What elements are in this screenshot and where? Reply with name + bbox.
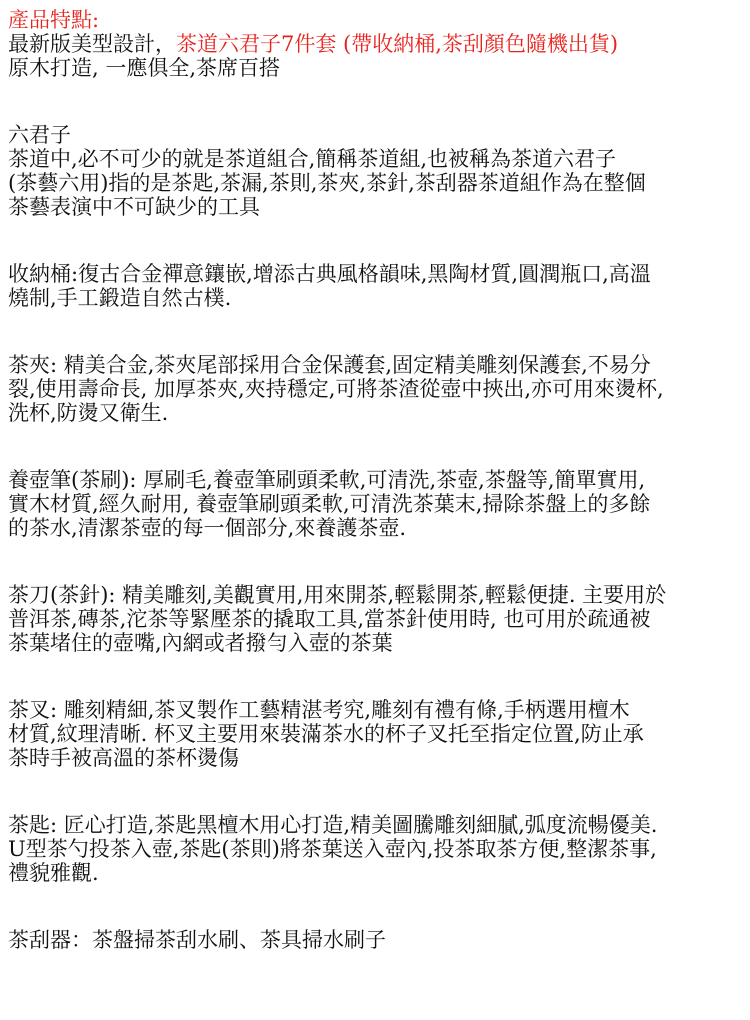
scraper-line: 茶刮器：茶盤掃茶刮水刷、茶具掃水刷子 bbox=[8, 928, 386, 952]
features-line-2: 原木打造, 一應俱全,茶席百搭 bbox=[8, 56, 281, 80]
liujunzi-line: 茶道中,必不可少的就是茶道組合,簡稱茶道組,也被稱為茶道六君子 bbox=[8, 147, 617, 171]
fork-line: 茶叉: 雕刻精細,茶叉製作工藝精湛考究,雕刻有禮有條,手柄選用檀木 bbox=[8, 698, 630, 722]
brush-line: 養壺筆(茶刷): 厚刷毛,養壺筆刷頭柔軟,可清洗,茶壺,茶盤等,簡單實用, bbox=[8, 468, 646, 492]
features-line-1 bbox=[8, 32, 746, 56]
fork-line: 材質,紋理清晰. 杯叉主要用來裝滿茶水的杯子叉托至指定位置,防止承 bbox=[8, 722, 644, 746]
paragraph-gap bbox=[8, 219, 746, 262]
storage-line: 收納桶:復古合金禪意鑲嵌,增添古典風格韻味,黑陶材質,圓潤瓶口,高溫 bbox=[8, 262, 651, 286]
tongs-line: 洗杯,防燙又衛生. bbox=[8, 401, 169, 425]
product-description bbox=[8, 8, 746, 952]
paragraph-gap bbox=[8, 770, 746, 813]
features-heading: 產品特點: bbox=[8, 8, 100, 32]
tongs-line: 茶夾: 精美合金,茶夾尾部採用合金保護套,固定精美雕刻保護套,不易分 bbox=[8, 353, 651, 377]
liujunzi-line: 茶藝表演中不可缺少的工具 bbox=[8, 195, 260, 219]
paragraph-gap bbox=[8, 310, 746, 353]
features-line-1-highlight: 茶道六君子7件套 (帶收納桶,茶刮顏色隨機出貨) bbox=[176, 32, 619, 56]
paragraph-gap bbox=[8, 655, 746, 698]
spoon-line: 茶匙: 匠心打造,茶匙黑檀木用心打造,精美圖騰雕刻細膩,弧度流暢優美. bbox=[8, 813, 658, 837]
paragraph-gap bbox=[8, 425, 746, 468]
spoon-line: 禮貌雅觀. bbox=[8, 861, 99, 885]
storage-line: 燒制,手工鍛造自然古樸. bbox=[8, 286, 232, 310]
knife-line: 茶刀(茶針): 精美雕刻,美觀實用,用來開茶,輕鬆開茶,輕鬆便捷. 主要用於 bbox=[8, 583, 667, 607]
features-line-1-text: 最新版美型設計， bbox=[8, 32, 176, 56]
brush-line: 的茶水,清潔茶壺的每一個部分,來養護茶壺. bbox=[8, 516, 407, 540]
paragraph-gap bbox=[8, 540, 746, 583]
paragraph-gap bbox=[8, 80, 746, 123]
brush-line: 實木材質,經久耐用, 養壺筆刷頭柔軟,可清洗茶葉末,掃除茶盤上的多餘 bbox=[8, 492, 651, 516]
fork-line: 茶時手被高溫的茶杯燙傷 bbox=[8, 746, 239, 770]
knife-line: 茶葉堵住的壺嘴,內網或者撥勻入壺的茶葉 bbox=[8, 631, 393, 655]
spoon-line: U型茶勺投茶入壺,茶匙(茶則)將茶葉送入壺內,投茶取茶方便,整潔茶事, bbox=[8, 837, 657, 861]
tongs-line: 裂,使用壽命長, 加厚茶夾,夾持穩定,可將茶渣從壺中挾出,亦可用來燙杯, bbox=[8, 377, 664, 401]
paragraph-gap bbox=[8, 885, 746, 928]
knife-line: 普洱茶,磚茶,沱茶等緊壓茶的撬取工具,當茶針使用時, 也可用於疏通被 bbox=[8, 607, 651, 631]
liujunzi-title: 六君子 bbox=[8, 123, 71, 147]
liujunzi-line: (茶藝六用)指的是茶匙,茶漏,茶則,茶夾,茶針,茶刮器茶道組作為在整個 bbox=[8, 171, 646, 195]
